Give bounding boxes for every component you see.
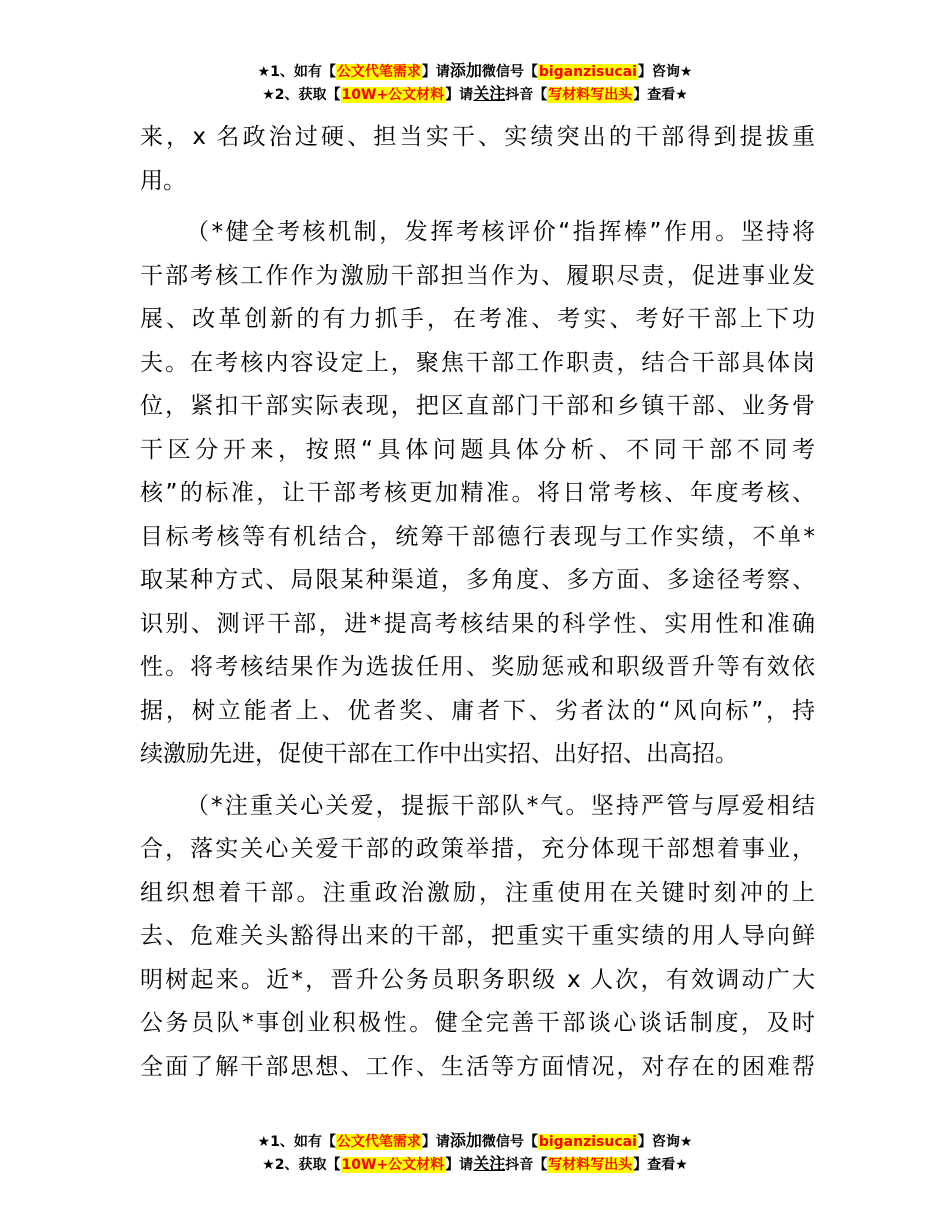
p2-line: 核”的标准，让干部考核更加精准。将日常考核、年度考核、 bbox=[140, 480, 815, 506]
header-line-2 bbox=[0, 83, 950, 106]
footer-line1-emph: 添加 bbox=[449, 1131, 482, 1150]
p3-line: 组织想着干部。注重政治激励，注重使用在关键时刻冲的上 bbox=[140, 879, 815, 906]
p3-line: （*注重关心关爱，提振干部队*气。坚持严管与厚爱相结 bbox=[186, 792, 815, 819]
header-highlight-wechat: biganzisucai bbox=[538, 64, 637, 80]
p1-line: 用。 bbox=[140, 167, 186, 194]
footer-line1-mid1: 】请 bbox=[421, 1134, 450, 1150]
header-line2-emph: 关注 bbox=[473, 84, 506, 103]
p2-line: 续激励先进，促使干部在工作中出实招、出好招、出高招。 bbox=[140, 741, 738, 767]
p2-line: 性。将考核结果作为选拔任用、奖励惩戒和职级晋升等有效依 bbox=[140, 654, 815, 680]
header-highlight-materials: 10W+公文材料 bbox=[341, 87, 445, 103]
header-line1-mid1: 】请 bbox=[421, 64, 450, 80]
p3-line: 明树起来。近*，晋升公务员职务职级 x 人次，有效调动广大 bbox=[140, 966, 815, 993]
footer-line2-prefix: ★2、获取【 bbox=[262, 1157, 341, 1173]
footer-banner bbox=[0, 1130, 950, 1176]
header-banner bbox=[0, 60, 950, 106]
p3-line: 公务员队*事创业积极性。健全完善干部谈心谈话制度，及时 bbox=[140, 1010, 815, 1036]
footer-highlight-service: 公文代笔需求 bbox=[336, 1134, 421, 1150]
paragraph-1 bbox=[140, 116, 815, 203]
p3-line: 去、危难关头豁得出来的干部，把重实干重实绩的用人导向鲜 bbox=[140, 923, 815, 949]
p2-line: 取某种方式、局限某种渠道，多角度、多方面、多途径考察、 bbox=[140, 567, 815, 593]
header-line1-mid2: 微信号【 bbox=[481, 64, 538, 80]
paragraph-3 bbox=[140, 785, 815, 1090]
footer-line2-emph: 关注 bbox=[473, 1154, 506, 1173]
footer-line2-mid1: 】请 bbox=[445, 1157, 474, 1173]
p2-line: 干部考核工作作为激励干部担当作为、履职尽责，促进事业发 bbox=[140, 262, 815, 289]
header-line1-suffix: 】咨询★ bbox=[637, 64, 693, 80]
header-highlight-douyin: 写材料写出头 bbox=[548, 87, 633, 103]
footer-highlight-wechat: biganzisucai bbox=[538, 1134, 637, 1150]
footer-line1-mid2: 微信号【 bbox=[481, 1134, 538, 1150]
p2-line: 展、改革创新的有力抓手，在考准、考实、考好干部上下功 bbox=[140, 306, 815, 332]
footer-line2-mid2: 抖音【 bbox=[505, 1157, 548, 1173]
document-body bbox=[140, 116, 815, 1089]
header-line-1 bbox=[0, 60, 950, 83]
footer-highlight-materials: 10W+公文材料 bbox=[341, 1157, 445, 1173]
p2-line: 位，紧扣干部实际表现，把区直部门干部和乡镇干部、业务骨 bbox=[140, 393, 815, 419]
p1-line: 来，x 名政治过硬、担当实干、实绩突出的干部得到提拔重 bbox=[140, 124, 815, 150]
header-line1-emph: 添加 bbox=[449, 61, 482, 80]
header-line2-prefix: ★2、获取【 bbox=[262, 87, 341, 103]
footer-line1-suffix: 】咨询★ bbox=[637, 1134, 693, 1150]
p2-line: （*健全考核机制，发挥考核评价“指挥棒”作用。坚持将 bbox=[186, 219, 815, 245]
header-line2-suffix: 】查看★ bbox=[633, 87, 688, 103]
p2-line: 据，树立能者上、优者奖、庸者下、劣者汰的“风向标”，持 bbox=[140, 697, 815, 724]
footer-line-2 bbox=[0, 1153, 950, 1176]
p2-line: 干区分开来，按照“具体问题具体分析、不同干部不同考 bbox=[140, 436, 815, 463]
p2-line: 夫。在考核内容设定上，聚焦干部工作职责，结合干部具体岗 bbox=[140, 349, 815, 376]
p2-line: 识别、测评干部，进*提高考核结果的科学性、实用性和准确 bbox=[140, 610, 815, 637]
paragraph-2 bbox=[140, 211, 815, 777]
p2-line: 目标考核等有机结合，统筹干部德行表现与工作实绩，不单* bbox=[140, 523, 815, 550]
footer-line2-suffix: 】查看★ bbox=[633, 1157, 688, 1173]
p3-line: 合，落实关心关爱干部的政策举措，充分体现干部想着事业， bbox=[140, 836, 815, 862]
footer-highlight-douyin: 写材料写出头 bbox=[548, 1157, 633, 1173]
footer-line-1 bbox=[0, 1130, 950, 1153]
footer-line1-prefix: ★1、如有【 bbox=[257, 1134, 336, 1150]
header-line2-mid1: 】请 bbox=[445, 87, 474, 103]
header-line1-prefix: ★1、如有【 bbox=[257, 64, 336, 80]
header-line2-mid2: 抖音【 bbox=[505, 87, 548, 103]
header-highlight-service: 公文代笔需求 bbox=[336, 64, 421, 80]
p3-line: 全面了解干部思想、工作、生活等方面情况，对存在的困难帮 bbox=[140, 1053, 815, 1080]
